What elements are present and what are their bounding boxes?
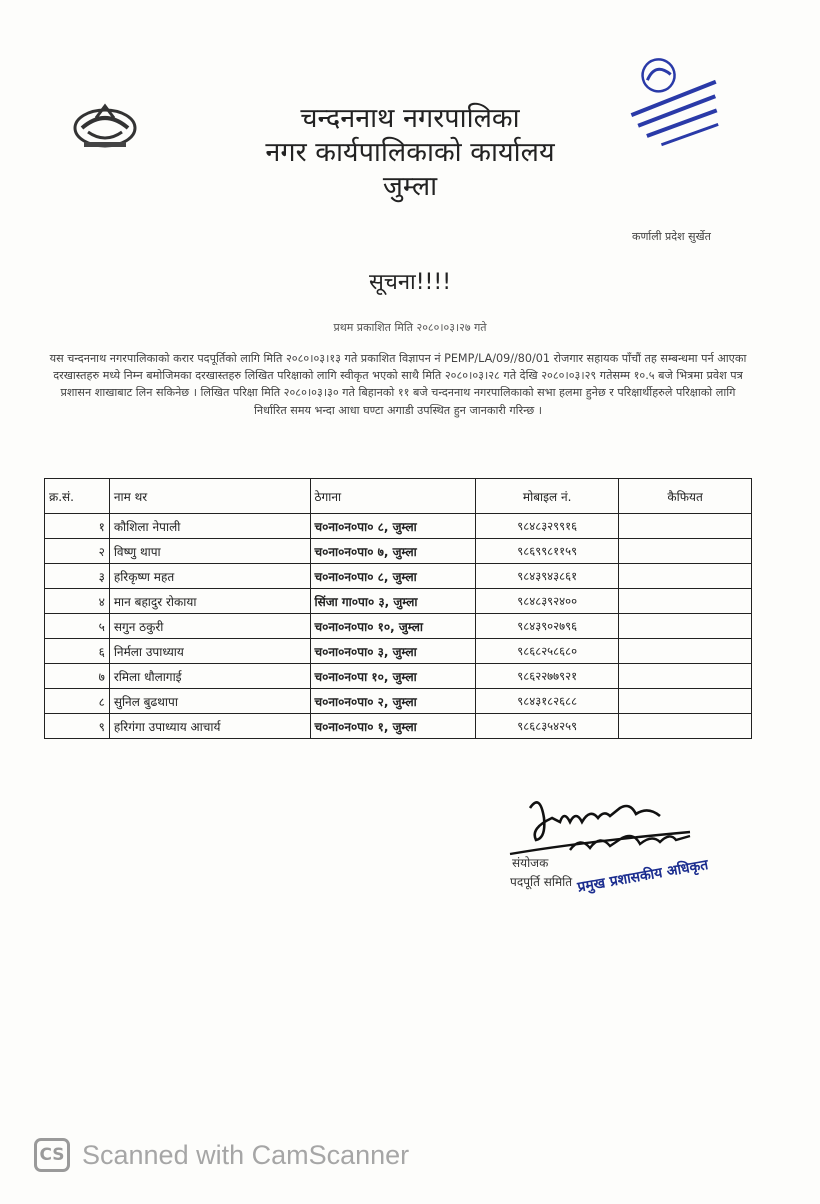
table-row — [45, 589, 752, 614]
cell-address: च०ना०न०पा० १, जुम्ला — [310, 714, 476, 739]
cell-remarks — [619, 664, 752, 689]
table-row — [45, 664, 752, 689]
cell-sn: १ — [45, 514, 110, 539]
cell-mobile: ९८६८३५४२५९ — [476, 714, 619, 739]
cell-sn: ६ — [45, 639, 110, 664]
cell-mobile: ९८४३९०२७९६ — [476, 614, 619, 639]
cell-mobile: ९८६९९८११५९ — [476, 539, 619, 564]
signatory-role: संयोजक — [512, 856, 549, 870]
cell-address: च०ना०न०पा० ३, जुम्ला — [310, 639, 476, 664]
cell-name: विष्णु थापा — [109, 539, 310, 564]
cell-name: मान बहादुर रोकाया — [109, 589, 310, 614]
header-mobile: मोबाइल नं. — [476, 479, 619, 514]
cell-remarks — [619, 689, 752, 714]
cell-sn: ८ — [45, 689, 110, 714]
published-date: प्रथम प्रकाशित मिति २०८०।०३।२७ गते — [333, 321, 487, 334]
table-row — [45, 689, 752, 714]
cell-address: च०ना०न०पा० ७, जुम्ला — [310, 539, 476, 564]
signatory-officer: प्रमुख प्रशासकीय अधिकृत — [576, 856, 710, 896]
cell-address: च०ना०न०पा० २, जुम्ला — [310, 689, 476, 714]
cell-address: सिंजा गा०पा० ३, जुम्ला — [310, 589, 476, 614]
cell-remarks — [619, 589, 752, 614]
cell-name: रमिला धौलागाई — [109, 664, 310, 689]
table-row — [45, 539, 752, 564]
cell-name: हरिगंगा उपाध्याय आचार्य — [109, 714, 310, 739]
notice-heading: सूचना!!!! — [368, 270, 452, 295]
cell-address: च०ना०न०पा० १०, जुम्ला — [310, 614, 476, 639]
cell-remarks — [619, 514, 752, 539]
candidate-table — [44, 478, 752, 739]
table-row — [45, 564, 752, 589]
cell-name: सुनिल बुढथापा — [109, 689, 310, 714]
cell-mobile: ९८४८३२९९१६ — [476, 514, 619, 539]
cell-address: च०ना०न०पा० ८, जुम्ला — [310, 514, 476, 539]
district-name: जुम्ला — [382, 171, 438, 202]
cell-remarks — [619, 639, 752, 664]
camscanner-watermark: Scanned with CamScanner — [82, 1140, 410, 1170]
cell-mobile: ९८६८२५८६८० — [476, 639, 619, 664]
cell-mobile: ९८४३१८२६८८ — [476, 689, 619, 714]
table-row — [45, 514, 752, 539]
table-row — [45, 639, 752, 664]
table-header-row — [45, 479, 752, 514]
cell-remarks — [619, 539, 752, 564]
header-sn: क्र.सं. — [45, 479, 110, 514]
cell-sn: ९ — [45, 714, 110, 739]
cell-remarks — [619, 564, 752, 589]
cell-sn: ५ — [45, 614, 110, 639]
header-remarks: कैफियत — [619, 479, 752, 514]
header-name: नाम थर — [109, 479, 310, 514]
table-row — [45, 714, 752, 739]
notice-body: यस चन्दननाथ नगरपालिकाको करार पदपूर्तिको लागि मिति २०८०।०३।१३ गते प्रकाशित विज्ञापन नं PEMP/LA/09//80/01 रोजगार सहायक पाँचौं तह सम्बन्धमा पर्न आएका दरखास्तहरु मध्ये निम्न बमोजिमका दरखास्तहरु लिखित परिक्षाको लागि स्वीकृत भएको साथै मिति २०८०।०३।२८ गते देखि २०८०।०३।२९ गतेसम्म १०.५ बजे भित्रमा प्रवेश पत्र प्रशासन शाखाबाट लिन सकिनेछ । लिखित परिक्षा मिति २०८०।०३।३० गते बिहानको ११ बजे चन्दननाथ नगरपालिकाको सभा हलमा हुनेछ र परिक्षार्थीहरुले परिक्षाको लागि निर्धारित समय भन्दा आधा घण्टा अगाडी उपस्थित हुन जानकारी गरिन्छ । — [49, 352, 747, 417]
cell-sn: ७ — [45, 664, 110, 689]
table-row — [45, 614, 752, 639]
cell-name: हरिकृष्ण महत — [109, 564, 310, 589]
signatory-committee: पदपूर्ति समिति — [510, 875, 573, 889]
cell-mobile: ९८४८३९२४०० — [476, 589, 619, 614]
cell-name: कौशिला नेपाली — [109, 514, 310, 539]
cell-remarks — [619, 714, 752, 739]
cell-address: च०ना०न०पा १०, जुम्ला — [310, 664, 476, 689]
province-label: कर्णाली प्रदेश सुर्खेत — [632, 230, 711, 243]
cell-sn: २ — [45, 539, 110, 564]
cell-mobile: ९८४३९४३८६१ — [476, 564, 619, 589]
office-stamp-icon — [616, 44, 736, 164]
cell-name: निर्मला उपाध्याय — [109, 639, 310, 664]
cell-remarks — [619, 614, 752, 639]
camscanner-logo-icon: CS — [34, 1138, 70, 1172]
office-name: नगर कार्यपालिकाको कार्यालय — [265, 137, 555, 168]
cell-name: सगुन ठकुरी — [109, 614, 310, 639]
header-address: ठेगाना — [310, 479, 476, 514]
cell-sn: ४ — [45, 589, 110, 614]
cell-sn: ३ — [45, 564, 110, 589]
cell-address: च०ना०न०पा० ८, जुम्ला — [310, 564, 476, 589]
municipality-name: चन्दननाथ नगरपालिका — [300, 103, 520, 134]
cell-mobile: ९८६२२७७९२१ — [476, 664, 619, 689]
